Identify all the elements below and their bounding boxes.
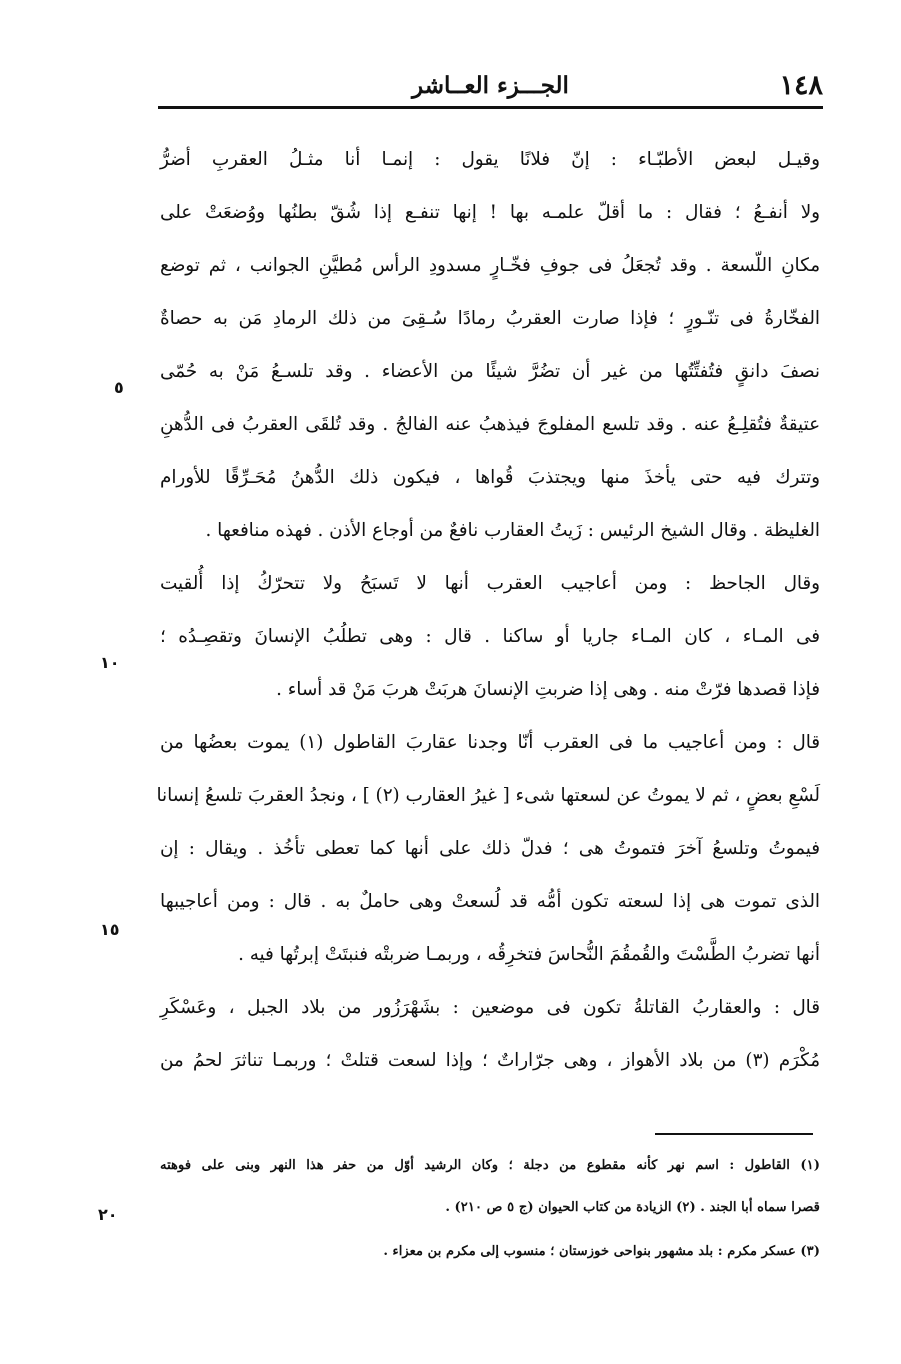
- line-number-10: ١٠: [100, 653, 120, 672]
- text-line: أنها تضربُ الطَّسْتَ والقُمقُمَ النُّحاسَ فتخرِقُه ، وربمـا ضربتْه فنبتَتْ إبرتُها فيه .: [238, 944, 820, 965]
- header-rule: [158, 106, 823, 109]
- page-header: [158, 68, 823, 104]
- text-line: مكانِ اللّسعة . وقد تُجعَلُ فى جوفِ فخّـارٍ مسدودِ الرأس مُطيَّنِ الجوانب ، ثم توضع: [160, 255, 820, 276]
- footnote-line: قصرا سماه أبا الجند . (٢) الزيادة من كتاب الحيوان (ج ٥ ص ٢١٠) .: [445, 1200, 820, 1215]
- text-line: ولا أنفـعُ ؛ فقال : ما أقلّ علمـه بها ! إنها تنفـع إذا شُقّ بطنُها ووُضعَتْ على: [160, 202, 820, 223]
- text-line: الفخّارةُ فى تنّـورٍ ؛ فإذا صارت العقربُ رمادًا سُـقِىَ من ذلك الرمادِ مَن به حصاةٌ: [160, 308, 820, 329]
- text-line: وقيـل لبعض الأطبّـاء : إنّ فلانًا يقول : إنمـا أنا مثـلُ العقربِ أضرُّ: [160, 149, 820, 170]
- footnote-line: (٣) عسكر مكرم : بلد مشهور بنواحى خوزستان ؛ منسوب إلى مكرم بن معزاء .: [383, 1244, 820, 1259]
- text-line: وقال الجاحظ : ومن أعاجيب العقرب أنها لا تَسبَحُ ولا تتحرّكُ إذا أُلقيت: [160, 573, 820, 594]
- text-line: نصفَ دانقٍ فتُفتِّتُها من غير أن تضُرَّ شيئًا من الأعضاء . وقد تلسـعُ مَنْ به حُمّى: [160, 361, 820, 382]
- text-line: مُكْرَم (٣) من بلاد الأهواز ، وهى جرّاراتٌ ؛ وإذا لسعت قتلتْ ؛ وربمـا تناثرَ لحمُ من: [160, 1050, 820, 1071]
- footnote-line: (١) القاطول : اسم نهر كأنه مقطوع من دجلة ؛ وكان الرشيد أوّل من حفر هذا النهر وبنى على فوهته: [160, 1158, 820, 1173]
- text-line: فى المـاء ، كان المـاء جاريا أو ساكنا . قال : وهى تطلُبُ الإنسانَ وتقصِـدُه ؛: [160, 626, 820, 647]
- text-line: قال : والعقاربُ القاتلةُ تكون فى موضعين : بشَهْرَزُور من بلاد الجبل ، وعَسْكَرِ: [160, 997, 820, 1018]
- page-number: ١٤٨: [779, 70, 823, 101]
- line-number-5: ٥: [114, 378, 124, 397]
- footnote-rule: [655, 1133, 813, 1135]
- text-line: عتيقةٌ فتُقلِـعُ عنه . وقد تلسع المفلوجَ فيذهبُ عنه الفالجُ . وقد تُلقَى العقربُ فى الدُّهنِ: [160, 414, 820, 435]
- text-line: الغليظة . وقال الشيخ الرئيس : زَيتُ العقارب نافعٌ من أوجاع الأذن . فهذه منافعها .: [205, 520, 820, 541]
- text-line: الذى تموت هى إذا لسعته تكون أمُّه قد لُسعتْ وهى حاملٌ به . قال : ومن أعاجيبها: [160, 891, 820, 912]
- line-number-20: ٢٠: [98, 1205, 118, 1224]
- text-line: قال : ومن أعاجيب ما فى العقرب أنّا وجدنا عقاربَ القاطول (١) يموت بعضُها من: [160, 732, 821, 753]
- running-title: الجـــزء العــاشر: [412, 72, 569, 99]
- text-line: وتترك فيه حتى يأخذَ منها ويجتذبَ قُواها ، فيكون ذلك الدُّهنُ مُحَـرِّقًا للأورام: [160, 467, 820, 488]
- text-line: لَسْعِ بعضٍ ، ثم لا يموتُ عن لسعتها شىء [ غيرُ العقارب (٢) ] ، ونجدُ العقربَ تلسعُ إنسانا: [156, 785, 820, 806]
- text-line: فإذا قصدها فرّتْ منه . وهى إذا ضربتِ الإنسانَ هربَتْ هربَ مَنْ قد أساء .: [276, 679, 820, 700]
- line-number-15: ١٥: [100, 920, 120, 939]
- text-line: فيموتُ وتلسعُ آخرَ فتموتُ هى ؛ فدلّ ذلك على أنها كما تعطى تأخُذ . ويقال : إن: [160, 838, 820, 859]
